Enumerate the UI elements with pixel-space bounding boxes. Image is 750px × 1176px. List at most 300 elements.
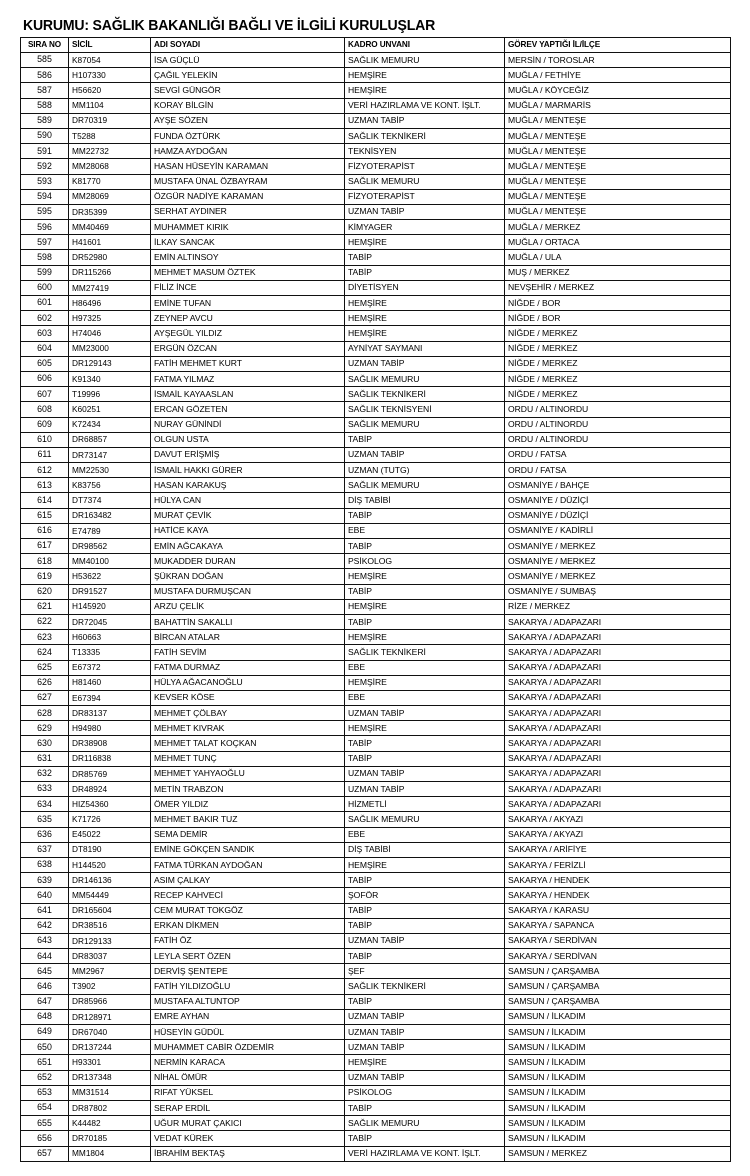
- table-row: [21, 311, 731, 326]
- table-row: [21, 979, 731, 994]
- table-row: [21, 1055, 731, 1070]
- cell-adi-soyadi: HAMZA AYDOĞAN: [151, 144, 345, 159]
- table-row: [21, 660, 731, 675]
- cell-sicil: DR85966: [69, 994, 151, 1009]
- table-row: [21, 478, 731, 493]
- cell-adi-soyadi: MEHMET TUNÇ: [151, 751, 345, 766]
- cell-gorev-yaptigi-il-ilce: MUĞLA / FETHİYE: [505, 68, 731, 83]
- cell-adi-soyadi: FATMA TÜRKAN AYDOĞAN: [151, 857, 345, 872]
- table-header-row: [21, 38, 731, 53]
- cell-kadro-unvani: DİŞ TABİBİ: [345, 493, 505, 508]
- cell-adi-soyadi: SEMA DEMİR: [151, 827, 345, 842]
- cell-kadro-unvani: UZMAN TABİP: [345, 356, 505, 371]
- column-header-gorev-yaptigi-il-ilce: GÖREV YAPTIĞI İL/İLÇE: [505, 38, 731, 53]
- cell-kadro-unvani: ŞOFÖR: [345, 888, 505, 903]
- cell-adi-soyadi: MEHMET MASUM ÖZTEK: [151, 265, 345, 280]
- cell-adi-soyadi: AYŞEGÜL YILDIZ: [151, 326, 345, 341]
- cell-kadro-unvani: ŞEF: [345, 964, 505, 979]
- cell-sicil: DR129143: [69, 356, 151, 371]
- cell-sira-no: 657: [21, 1146, 69, 1161]
- cell-adi-soyadi: MEHMET YAHYAOĞLU: [151, 766, 345, 781]
- cell-gorev-yaptigi-il-ilce: SAMSUN / ÇARŞAMBA: [505, 964, 731, 979]
- cell-sicil: K91340: [69, 371, 151, 386]
- cell-sicil: MM22732: [69, 144, 151, 159]
- cell-gorev-yaptigi-il-ilce: MUŞ / MERKEZ: [505, 265, 731, 280]
- cell-kadro-unvani: SAĞLIK TEKNİKERİ: [345, 128, 505, 143]
- cell-kadro-unvani: SAĞLIK TEKNİKERİ: [345, 387, 505, 402]
- cell-gorev-yaptigi-il-ilce: SAMSUN / İLKADIM: [505, 1100, 731, 1115]
- cell-adi-soyadi: HÜLYA CAN: [151, 493, 345, 508]
- cell-sira-no: 651: [21, 1055, 69, 1070]
- cell-sicil: K60251: [69, 402, 151, 417]
- table-row: [21, 1040, 731, 1055]
- table-row: [21, 736, 731, 751]
- cell-kadro-unvani: SAĞLIK TEKNİSYENİ: [345, 402, 505, 417]
- cell-sicil: DR115266: [69, 265, 151, 280]
- cell-kadro-unvani: UZMAN TABİP: [345, 1025, 505, 1040]
- cell-sira-no: 604: [21, 341, 69, 356]
- table-row: [21, 83, 731, 98]
- cell-adi-soyadi: ZEYNEP AVCU: [151, 311, 345, 326]
- cell-sira-no: 612: [21, 463, 69, 478]
- cell-gorev-yaptigi-il-ilce: SAKARYA / ADAPAZARI: [505, 690, 731, 705]
- cell-sicil: H145920: [69, 599, 151, 614]
- cell-adi-soyadi: MURAT ÇEVİK: [151, 508, 345, 523]
- cell-kadro-unvani: HEMŞİRE: [345, 326, 505, 341]
- cell-sicil: DR87802: [69, 1100, 151, 1115]
- cell-kadro-unvani: PSİKOLOG: [345, 1085, 505, 1100]
- cell-adi-soyadi: EMİN AĞCAKAYA: [151, 539, 345, 554]
- cell-kadro-unvani: VERİ HAZIRLAMA VE KONT. İŞLT.: [345, 1146, 505, 1161]
- cell-gorev-yaptigi-il-ilce: NİĞDE / MERKEZ: [505, 356, 731, 371]
- cell-sicil: DR165604: [69, 903, 151, 918]
- cell-sicil: T19996: [69, 387, 151, 402]
- cell-gorev-yaptigi-il-ilce: SAMSUN / İLKADIM: [505, 1040, 731, 1055]
- table-row: [21, 584, 731, 599]
- cell-adi-soyadi: İBRAHİM BEKTAŞ: [151, 1146, 345, 1161]
- cell-gorev-yaptigi-il-ilce: NİĞDE / MERKEZ: [505, 371, 731, 386]
- table-row: [21, 235, 731, 250]
- cell-sicil: E74789: [69, 523, 151, 538]
- cell-sira-no: 622: [21, 614, 69, 629]
- cell-kadro-unvani: SAĞLIK MEMURU: [345, 812, 505, 827]
- table-row: [21, 721, 731, 736]
- cell-sira-no: 601: [21, 296, 69, 311]
- cell-gorev-yaptigi-il-ilce: SAMSUN / MERKEZ: [505, 1146, 731, 1161]
- cell-sicil: K81770: [69, 174, 151, 189]
- cell-sira-no: 617: [21, 539, 69, 554]
- cell-adi-soyadi: HASAN HÜSEYİN KARAMAN: [151, 159, 345, 174]
- cell-sicil: DR70319: [69, 113, 151, 128]
- cell-sicil: MM1104: [69, 98, 151, 113]
- cell-adi-soyadi: BAHATTİN SAKALLI: [151, 614, 345, 629]
- cell-gorev-yaptigi-il-ilce: MUĞLA / MENTEŞE: [505, 189, 731, 204]
- cell-kadro-unvani: SAĞLIK MEMURU: [345, 174, 505, 189]
- cell-kadro-unvani: FİZYOTERAPİST: [345, 189, 505, 204]
- cell-gorev-yaptigi-il-ilce: SAKARYA / HENDEK: [505, 873, 731, 888]
- cell-adi-soyadi: SERHAT AYDINER: [151, 204, 345, 219]
- column-header-sicil: SİCİL: [69, 38, 151, 53]
- cell-kadro-unvani: EBE: [345, 827, 505, 842]
- cell-gorev-yaptigi-il-ilce: MUĞLA / ULA: [505, 250, 731, 265]
- cell-sicil: MM1804: [69, 1146, 151, 1161]
- cell-kadro-unvani: HEMŞİRE: [345, 721, 505, 736]
- cell-gorev-yaptigi-il-ilce: OSMANİYE / KADİRLİ: [505, 523, 731, 538]
- cell-adi-soyadi: İSMAİL KAYAASLAN: [151, 387, 345, 402]
- cell-sira-no: 653: [21, 1085, 69, 1100]
- cell-sira-no: 640: [21, 888, 69, 903]
- table-row: [21, 599, 731, 614]
- cell-sicil: DR68857: [69, 432, 151, 447]
- cell-kadro-unvani: PSİKOLOG: [345, 554, 505, 569]
- cell-sira-no: 616: [21, 523, 69, 538]
- cell-adi-soyadi: FUNDA ÖZTÜRK: [151, 128, 345, 143]
- cell-kadro-unvani: UZMAN TABİP: [345, 766, 505, 781]
- cell-kadro-unvani: FİZYOTERAPİST: [345, 159, 505, 174]
- cell-gorev-yaptigi-il-ilce: SAMSUN / İLKADIM: [505, 1055, 731, 1070]
- cell-sira-no: 607: [21, 387, 69, 402]
- cell-sicil: DR73147: [69, 447, 151, 462]
- cell-adi-soyadi: EMİNE GÖKÇEN SANDIK: [151, 842, 345, 857]
- cell-gorev-yaptigi-il-ilce: NİĞDE / MERKEZ: [505, 326, 731, 341]
- table-row: [21, 1116, 731, 1131]
- page-title: KURUMU: SAĞLIK BAKANLIĞI BAĞLI VE İLGİLİ KURULUŞLAR: [23, 18, 436, 34]
- cell-sira-no: 641: [21, 903, 69, 918]
- table-row: [21, 842, 731, 857]
- table-row: [21, 645, 731, 660]
- cell-kadro-unvani: TABİP: [345, 1100, 505, 1115]
- cell-gorev-yaptigi-il-ilce: RİZE / MERKEZ: [505, 599, 731, 614]
- table-row: [21, 964, 731, 979]
- cell-adi-soyadi: FİLİZ İNCE: [151, 280, 345, 295]
- table-row: [21, 356, 731, 371]
- cell-gorev-yaptigi-il-ilce: ORDU / ALTINORDU: [505, 417, 731, 432]
- cell-sicil: HIZ54360: [69, 797, 151, 812]
- cell-kadro-unvani: TABİP: [345, 614, 505, 629]
- cell-adi-soyadi: SEVGİ GÜNGÖR: [151, 83, 345, 98]
- cell-gorev-yaptigi-il-ilce: SAKARYA / ADAPAZARI: [505, 645, 731, 660]
- cell-sicil: MM2967: [69, 964, 151, 979]
- cell-sicil: DR83037: [69, 949, 151, 964]
- cell-adi-soyadi: RIFAT YÜKSEL: [151, 1085, 345, 1100]
- cell-sicil: DR98562: [69, 539, 151, 554]
- cell-sira-no: 629: [21, 721, 69, 736]
- cell-sicil: DR146136: [69, 873, 151, 888]
- cell-sicil: DR70185: [69, 1131, 151, 1146]
- cell-kadro-unvani: SAĞLIK MEMURU: [345, 53, 505, 68]
- cell-gorev-yaptigi-il-ilce: OSMANİYE / MERKEZ: [505, 539, 731, 554]
- cell-kadro-unvani: HEMŞİRE: [345, 235, 505, 250]
- cell-adi-soyadi: OLGUN USTA: [151, 432, 345, 447]
- cell-adi-soyadi: NİHAL ÖMÜR: [151, 1070, 345, 1085]
- table-row: [21, 296, 731, 311]
- cell-adi-soyadi: VEDAT KÜREK: [151, 1131, 345, 1146]
- cell-kadro-unvani: HEMŞİRE: [345, 296, 505, 311]
- table-row: [21, 204, 731, 219]
- cell-kadro-unvani: SAĞLIK MEMURU: [345, 417, 505, 432]
- cell-kadro-unvani: EBE: [345, 523, 505, 538]
- cell-sira-no: 628: [21, 706, 69, 721]
- cell-sira-no: 606: [21, 371, 69, 386]
- cell-gorev-yaptigi-il-ilce: OSMANİYE / DÜZİÇİ: [505, 508, 731, 523]
- cell-gorev-yaptigi-il-ilce: OSMANİYE / DÜZİÇİ: [505, 493, 731, 508]
- cell-gorev-yaptigi-il-ilce: SAMSUN / ÇARŞAMBA: [505, 994, 731, 1009]
- cell-sira-no: 603: [21, 326, 69, 341]
- cell-kadro-unvani: HEMŞİRE: [345, 311, 505, 326]
- cell-kadro-unvani: UZMAN TABİP: [345, 113, 505, 128]
- cell-sira-no: 656: [21, 1131, 69, 1146]
- cell-adi-soyadi: BİRCAN ATALAR: [151, 630, 345, 645]
- cell-kadro-unvani: TABİP: [345, 751, 505, 766]
- cell-gorev-yaptigi-il-ilce: SAKARYA / AKYAZI: [505, 827, 731, 842]
- cell-kadro-unvani: TABİP: [345, 918, 505, 933]
- cell-adi-soyadi: NERMİN KARACA: [151, 1055, 345, 1070]
- cell-sira-no: 630: [21, 736, 69, 751]
- cell-sira-no: 645: [21, 964, 69, 979]
- cell-sira-no: 636: [21, 827, 69, 842]
- cell-gorev-yaptigi-il-ilce: MUĞLA / ORTACA: [505, 235, 731, 250]
- cell-sira-no: 644: [21, 949, 69, 964]
- cell-kadro-unvani: TABİP: [345, 508, 505, 523]
- cell-adi-soyadi: ASIM ÇALKAY: [151, 873, 345, 888]
- table-row: [21, 675, 731, 690]
- cell-kadro-unvani: UZMAN TABİP: [345, 782, 505, 797]
- cell-adi-soyadi: FATMA DURMAZ: [151, 660, 345, 675]
- cell-gorev-yaptigi-il-ilce: OSMANİYE / BAHÇE: [505, 478, 731, 493]
- cell-adi-soyadi: MUSTAFA ALTUNTOP: [151, 994, 345, 1009]
- cell-sira-no: 585: [21, 53, 69, 68]
- table-row: [21, 250, 731, 265]
- cell-gorev-yaptigi-il-ilce: MUĞLA / MENTEŞE: [505, 128, 731, 143]
- table-row: [21, 98, 731, 113]
- cell-sira-no: 611: [21, 447, 69, 462]
- table-row: [21, 827, 731, 842]
- cell-adi-soyadi: MEHMET BAKIR TUZ: [151, 812, 345, 827]
- cell-sira-no: 591: [21, 144, 69, 159]
- cell-kadro-unvani: HİZMETLİ: [345, 797, 505, 812]
- cell-sira-no: 593: [21, 174, 69, 189]
- cell-sira-no: 647: [21, 994, 69, 1009]
- cell-kadro-unvani: HEMŞİRE: [345, 569, 505, 584]
- table-row: [21, 417, 731, 432]
- cell-sira-no: 639: [21, 873, 69, 888]
- cell-sicil: DR163482: [69, 508, 151, 523]
- cell-adi-soyadi: LEYLA SERT ÖZEN: [151, 949, 345, 964]
- table-row: [21, 326, 731, 341]
- table-row: [21, 1070, 731, 1085]
- table-row: [21, 174, 731, 189]
- cell-sicil: E45022: [69, 827, 151, 842]
- table-row: [21, 766, 731, 781]
- cell-adi-soyadi: NURAY GÜNİNDİ: [151, 417, 345, 432]
- cell-adi-soyadi: HATİCE KAYA: [151, 523, 345, 538]
- cell-gorev-yaptigi-il-ilce: SAKARYA / ADAPAZARI: [505, 766, 731, 781]
- table-row: [21, 873, 731, 888]
- cell-gorev-yaptigi-il-ilce: SAKARYA / ARİFİYE: [505, 842, 731, 857]
- cell-kadro-unvani: VERİ HAZIRLAMA VE KONT. İŞLT.: [345, 98, 505, 113]
- column-header-sira-no: SIRA NO: [21, 38, 69, 53]
- cell-sicil: DR38516: [69, 918, 151, 933]
- cell-sira-no: 596: [21, 220, 69, 235]
- cell-sicil: DR83137: [69, 706, 151, 721]
- cell-sicil: DR67040: [69, 1025, 151, 1040]
- cell-adi-soyadi: DAVUT ERİŞMİŞ: [151, 447, 345, 462]
- cell-sira-no: 623: [21, 630, 69, 645]
- cell-gorev-yaptigi-il-ilce: NİĞDE / BOR: [505, 311, 731, 326]
- table-row: [21, 1100, 731, 1115]
- cell-sicil: DT8190: [69, 842, 151, 857]
- cell-kadro-unvani: HEMŞİRE: [345, 68, 505, 83]
- cell-adi-soyadi: MEHMET TALAT KOÇKAN: [151, 736, 345, 751]
- cell-sicil: K83756: [69, 478, 151, 493]
- cell-kadro-unvani: UZMAN TABİP: [345, 447, 505, 462]
- cell-adi-soyadi: HASAN KARAKUŞ: [151, 478, 345, 493]
- cell-adi-soyadi: EMİNE TUFAN: [151, 296, 345, 311]
- cell-adi-soyadi: UĞUR MURAT ÇAKICI: [151, 1116, 345, 1131]
- cell-adi-soyadi: ERCAN GÖZETEN: [151, 402, 345, 417]
- cell-kadro-unvani: TABİP: [345, 949, 505, 964]
- cell-sicil: E67394: [69, 690, 151, 705]
- cell-sira-no: 586: [21, 68, 69, 83]
- cell-sicil: H86496: [69, 296, 151, 311]
- cell-adi-soyadi: ÖZGÜR NADİYE KARAMAN: [151, 189, 345, 204]
- cell-sicil: H107330: [69, 68, 151, 83]
- table-row: [21, 128, 731, 143]
- table-row: [21, 402, 731, 417]
- cell-gorev-yaptigi-il-ilce: SAMSUN / İLKADIM: [505, 1009, 731, 1024]
- cell-kadro-unvani: UZMAN (TUTG): [345, 463, 505, 478]
- table-row: [21, 812, 731, 827]
- cell-gorev-yaptigi-il-ilce: SAKARYA / ADAPAZARI: [505, 751, 731, 766]
- cell-gorev-yaptigi-il-ilce: SAKARYA / HENDEK: [505, 888, 731, 903]
- column-header-adi-soyadi: ADI SOYADI: [151, 38, 345, 53]
- cell-kadro-unvani: EBE: [345, 690, 505, 705]
- cell-sira-no: 620: [21, 584, 69, 599]
- cell-sicil: DR116838: [69, 751, 151, 766]
- table-row: [21, 387, 731, 402]
- table-row: [21, 113, 731, 128]
- cell-adi-soyadi: FATİH SEVİM: [151, 645, 345, 660]
- cell-kadro-unvani: TABİP: [345, 994, 505, 1009]
- cell-gorev-yaptigi-il-ilce: SAKARYA / ADAPAZARI: [505, 706, 731, 721]
- cell-gorev-yaptigi-il-ilce: ORDU / ALTINORDU: [505, 432, 731, 447]
- cell-kadro-unvani: UZMAN TABİP: [345, 1070, 505, 1085]
- table-body: [21, 53, 731, 1162]
- cell-adi-soyadi: İLKAY SANCAK: [151, 235, 345, 250]
- table-row: [21, 432, 731, 447]
- cell-adi-soyadi: HÜSEYİN GÜDÜL: [151, 1025, 345, 1040]
- cell-gorev-yaptigi-il-ilce: NİĞDE / MERKEZ: [505, 387, 731, 402]
- table-row: [21, 189, 731, 204]
- cell-sira-no: 600: [21, 280, 69, 295]
- cell-sira-no: 595: [21, 204, 69, 219]
- cell-sicil: H144520: [69, 857, 151, 872]
- cell-kadro-unvani: UZMAN TABİP: [345, 933, 505, 948]
- cell-sicil: H60663: [69, 630, 151, 645]
- cell-kadro-unvani: TABİP: [345, 903, 505, 918]
- cell-kadro-unvani: HEMŞİRE: [345, 599, 505, 614]
- table-row: [21, 918, 731, 933]
- cell-adi-soyadi: AYŞE SÖZEN: [151, 113, 345, 128]
- table-row: [21, 1085, 731, 1100]
- table-row: [21, 53, 731, 68]
- cell-gorev-yaptigi-il-ilce: SAMSUN / İLKADIM: [505, 1085, 731, 1100]
- table-row: [21, 630, 731, 645]
- table-row: [21, 690, 731, 705]
- cell-gorev-yaptigi-il-ilce: MERSİN / TOROSLAR: [505, 53, 731, 68]
- cell-sira-no: 626: [21, 675, 69, 690]
- cell-sira-no: 635: [21, 812, 69, 827]
- table-row: [21, 493, 731, 508]
- cell-gorev-yaptigi-il-ilce: SAKARYA / SERDİVAN: [505, 949, 731, 964]
- cell-gorev-yaptigi-il-ilce: NİĞDE / BOR: [505, 296, 731, 311]
- cell-kadro-unvani: TEKNİSYEN: [345, 144, 505, 159]
- cell-sicil: MM40469: [69, 220, 151, 235]
- table-row: [21, 539, 731, 554]
- table-row: [21, 280, 731, 295]
- cell-sicil: H56620: [69, 83, 151, 98]
- cell-adi-soyadi: SERAP ERDİL: [151, 1100, 345, 1115]
- cell-sicil: DR48924: [69, 782, 151, 797]
- cell-adi-soyadi: ÇAĞIL YELEKİN: [151, 68, 345, 83]
- cell-sira-no: 610: [21, 432, 69, 447]
- table-row: [21, 614, 731, 629]
- cell-kadro-unvani: DİYETİSYEN: [345, 280, 505, 295]
- cell-adi-soyadi: DERVİŞ ŞENTEPE: [151, 964, 345, 979]
- cell-gorev-yaptigi-il-ilce: MUĞLA / MENTEŞE: [505, 204, 731, 219]
- cell-sira-no: 652: [21, 1070, 69, 1085]
- cell-sira-no: 655: [21, 1116, 69, 1131]
- cell-gorev-yaptigi-il-ilce: MUĞLA / MENTEŞE: [505, 174, 731, 189]
- cell-sira-no: 602: [21, 311, 69, 326]
- cell-kadro-unvani: SAĞLIK TEKNİKERİ: [345, 979, 505, 994]
- cell-sicil: DR137244: [69, 1040, 151, 1055]
- cell-sira-no: 637: [21, 842, 69, 857]
- cell-gorev-yaptigi-il-ilce: NİĞDE / MERKEZ: [505, 341, 731, 356]
- cell-adi-soyadi: MUHAMMET CABİR ÖZDEMİR: [151, 1040, 345, 1055]
- cell-sicil: DT7374: [69, 493, 151, 508]
- cell-sicil: H93301: [69, 1055, 151, 1070]
- cell-sira-no: 587: [21, 83, 69, 98]
- cell-adi-soyadi: HÜLYA AĞACANOĞLU: [151, 675, 345, 690]
- cell-kadro-unvani: TABİP: [345, 250, 505, 265]
- cell-sicil: K71726: [69, 812, 151, 827]
- table-row: [21, 949, 731, 964]
- table-row: [21, 903, 731, 918]
- cell-sira-no: 597: [21, 235, 69, 250]
- cell-gorev-yaptigi-il-ilce: SAKARYA / ADAPAZARI: [505, 675, 731, 690]
- table-row: [21, 68, 731, 83]
- cell-gorev-yaptigi-il-ilce: SAKARYA / ADAPAZARI: [505, 614, 731, 629]
- table-row: [21, 857, 731, 872]
- cell-gorev-yaptigi-il-ilce: SAKARYA / ADAPAZARI: [505, 782, 731, 797]
- cell-sicil: DR52980: [69, 250, 151, 265]
- cell-sira-no: 589: [21, 113, 69, 128]
- table-row: [21, 994, 731, 1009]
- table-row: [21, 569, 731, 584]
- cell-sicil: DR137348: [69, 1070, 151, 1085]
- cell-sicil: DR35399: [69, 204, 151, 219]
- cell-sira-no: 605: [21, 356, 69, 371]
- cell-kadro-unvani: TABİP: [345, 265, 505, 280]
- cell-adi-soyadi: ERKAN DİKMEN: [151, 918, 345, 933]
- cell-kadro-unvani: TABİP: [345, 1131, 505, 1146]
- cell-sira-no: 588: [21, 98, 69, 113]
- cell-kadro-unvani: DİŞ TABİBİ: [345, 842, 505, 857]
- cell-gorev-yaptigi-il-ilce: MUĞLA / KÖYCEĞİZ: [505, 83, 731, 98]
- cell-kadro-unvani: TABİP: [345, 432, 505, 447]
- cell-adi-soyadi: KORAY BİLGİN: [151, 98, 345, 113]
